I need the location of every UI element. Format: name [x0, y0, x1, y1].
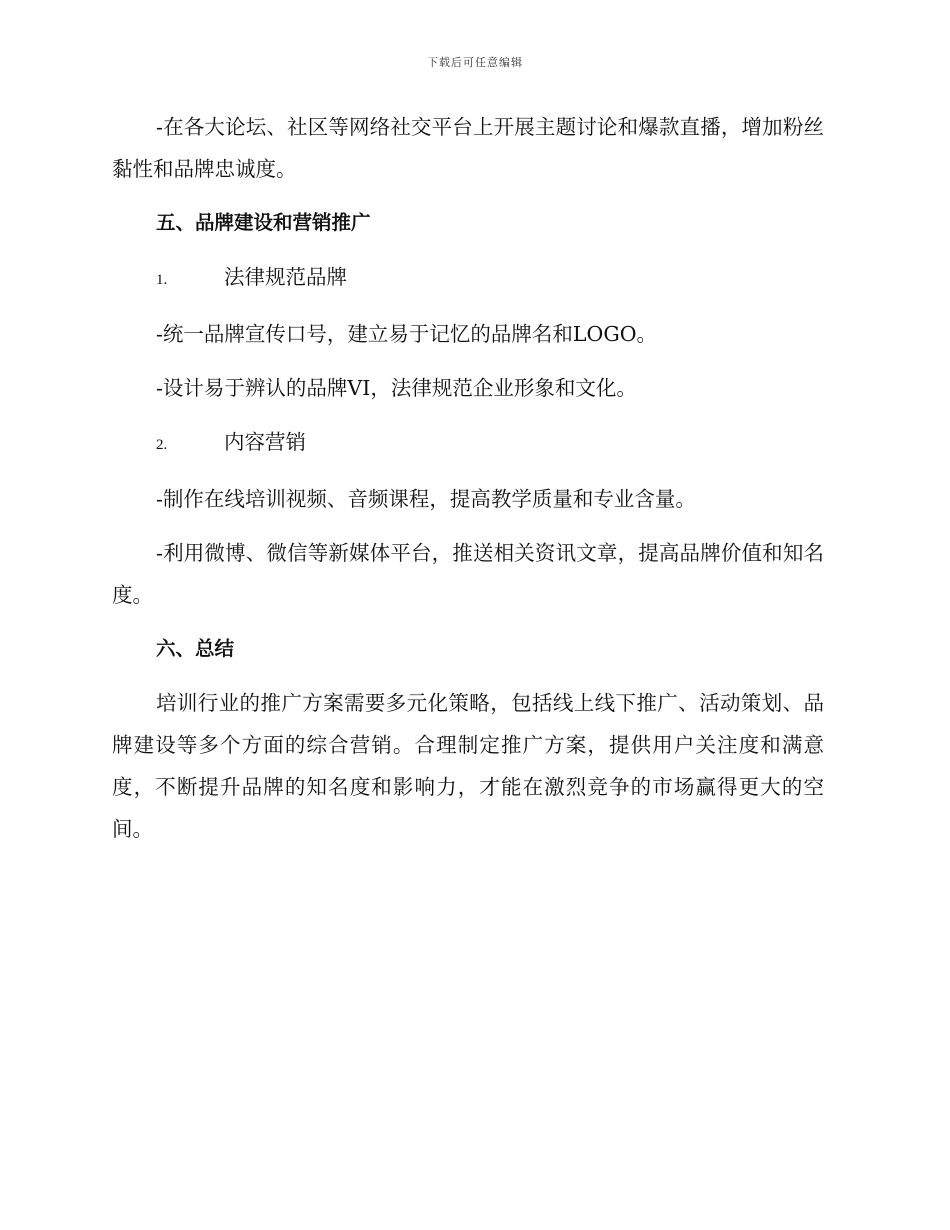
paragraph-new-media: -利用微博、微信等新媒体平台，推送相关资讯文章，提高品牌价值和知名度。 [112, 541, 824, 607]
paragraph-social-platforms: -在各大论坛、社区等网络社交平台上开展主题讨论和爆款直播，增加粉丝黏性和品牌忠诚度。 [112, 115, 824, 181]
page-header: 下载后可任意编辑 [427, 56, 523, 69]
item-label: 法律规范品牌 [224, 265, 347, 289]
item-number: 1. [156, 272, 168, 288]
item-number: 2. [156, 437, 168, 453]
section-heading-summary: 六、总结 [156, 637, 235, 660]
document-body [112, 106, 824, 862]
paragraph-online-courses: -制作在线培训视频、音频课程，提高教学质量和专业含量。 [156, 487, 696, 511]
paragraph-brand-slogan: -统一品牌宣传口号，建立易于记忆的品牌名和LOGO。 [156, 322, 658, 346]
section-heading-brand-marketing: 五、品牌建设和营销推广 [156, 211, 371, 234]
numbered-item-legal-brand [112, 256, 824, 301]
paragraph-brand-vi: -设计易于辨认的品牌VI，法律规范企业形象和文化。 [156, 376, 637, 400]
numbered-item-content-marketing [112, 421, 824, 466]
item-label: 内容营销 [224, 430, 306, 454]
paragraph-summary: 培训行业的推广方案需要多元化策略，包括线上线下推广、活动策划、品牌建设等多个方面的综合营销。合理制定推广方案，提供用户关注度和满意度，不断提升品牌的知名度和影响力，才能在激烈竞争的市场赢得更大的空间。 [112, 691, 824, 841]
